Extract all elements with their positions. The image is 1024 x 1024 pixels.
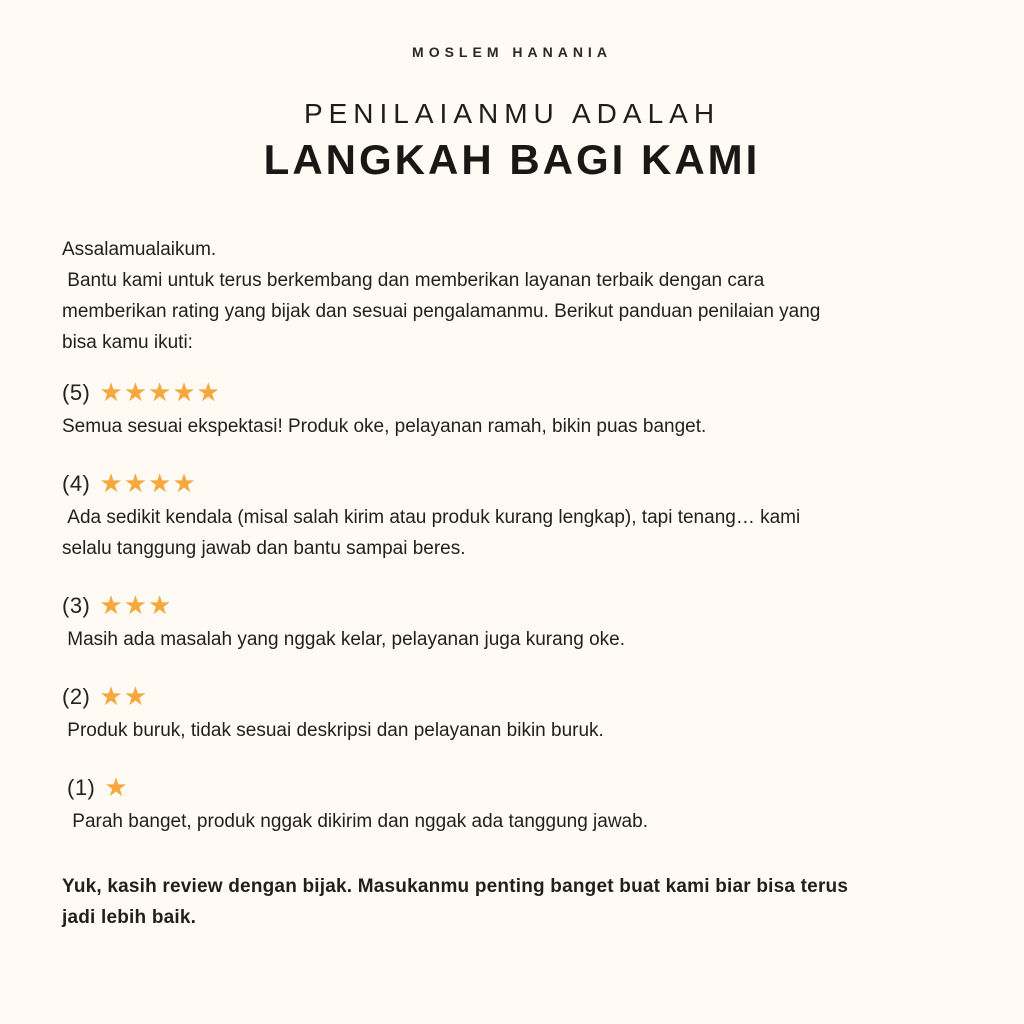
rating-item (62, 681, 962, 746)
brand-name: MOSLEM HANANIA (412, 44, 612, 60)
star-icons: ★ (104, 773, 129, 803)
rating-item (62, 468, 962, 564)
text-line: Ada sedikit kendala (misal salah kirim atau produk kurang lengkap), tapi tenang… kami (62, 507, 801, 528)
page-title: LANGKAH BAGI KAMI (263, 136, 761, 183)
rating-description (62, 502, 962, 564)
rating-head (62, 590, 962, 622)
rating-description (67, 806, 962, 837)
intro-paragraph (62, 234, 962, 358)
text-line: Assalamualaikum. (62, 239, 217, 260)
star-icons: ★★★★ (99, 469, 197, 499)
rating-number: (3) (62, 593, 91, 618)
ratings-list (62, 377, 962, 837)
star-icons: ★★★★★ (99, 378, 221, 408)
text-line: Yuk, kasih review dengan bijak. Masukanmu penting banget buat kami biar bisa terus (62, 876, 849, 897)
rating-item (62, 772, 962, 837)
rating-number: (1) (67, 775, 96, 800)
rating-item (62, 590, 962, 655)
text-line: Semua sesuai ekspektasi! Produk oke, pelayanan ramah, bikin puas banget. (62, 416, 707, 437)
rating-head (62, 681, 962, 713)
rating-number: (5) (62, 380, 91, 405)
text-line: jadi lebih baik. (62, 907, 197, 928)
rating-number: (4) (62, 471, 91, 496)
rating-description (62, 715, 962, 746)
text-line: Parah banget, produk nggak dikirim dan nggak ada tanggung jawab. (67, 811, 648, 832)
content-area (0, 234, 1024, 933)
rating-head (67, 772, 962, 804)
star-icons: ★★★ (99, 591, 173, 621)
page-subtitle: PENILAIANMU ADALAH (303, 98, 721, 129)
text-line: Produk buruk, tidak sesuai deskripsi dan pelayanan bikin buruk. (62, 720, 604, 741)
rating-description (62, 624, 962, 655)
rating-item (62, 377, 962, 442)
rating-description (62, 411, 962, 442)
star-icons: ★★ (99, 682, 149, 712)
rating-head (62, 377, 962, 409)
text-line: memberikan rating yang bijak dan sesuai pengalamanmu. Berikut panduan penilaian yang (62, 301, 821, 322)
text-line: Bantu kami untuk terus berkembang dan memberikan layanan terbaik dengan cara (62, 270, 765, 291)
text-line: selalu tanggung jawab dan bantu sampai beres. (62, 538, 466, 559)
rating-head (62, 468, 962, 500)
text-line: Masih ada masalah yang nggak kelar, pelayanan juga kurang oke. (62, 629, 625, 650)
rating-number: (2) (62, 684, 91, 709)
text-line: bisa kamu ikuti: (62, 332, 193, 353)
title-block (0, 98, 1024, 184)
closing-paragraph (62, 871, 962, 933)
